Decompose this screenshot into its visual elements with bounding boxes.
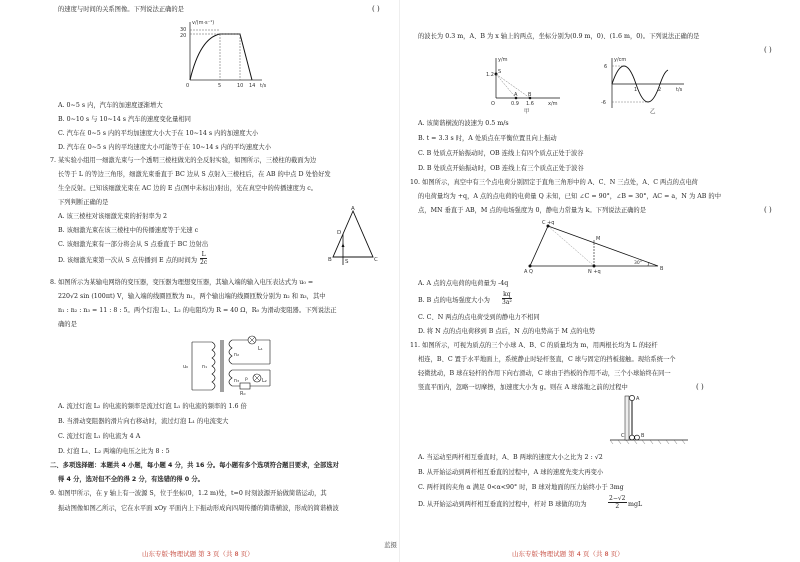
q10-frac-num: kq <box>503 291 511 298</box>
q10-label-angle: 30° <box>634 261 642 266</box>
q9-f2-caption: 乙 <box>650 109 656 115</box>
q9-option-d: D. B 处质点开始振动时，OB 连线上有三个质点正处于波谷 <box>418 165 584 172</box>
q9-f2-yp: 6 <box>604 64 608 70</box>
q6-vt-curve <box>190 34 252 80</box>
section-2-heading-cont: 得 4 分，选对但不全的得 2 分，有选错的得 0 分。 <box>58 476 204 483</box>
footer-page-4: 山东专版·物理试题 第 4 页（共 8 页） <box>512 550 624 558</box>
q7-line: 下列判断正确的是 <box>58 199 109 206</box>
q11-answer-paren: ( ) <box>696 383 704 391</box>
q10-line: 10. 如图所示，真空中有三个点电荷分别固定于直角三角形中的 A、C、N 三点处，A、C 两点的点电荷 <box>410 179 698 186</box>
q6-ytick: 30 <box>180 27 187 33</box>
q10-option-b: B. B 点的电场强度大小为 <box>418 297 490 304</box>
q10-frac-den: 3a² <box>502 299 512 306</box>
q9-figure-jia <box>486 56 566 114</box>
q8-line: 确的是 <box>58 321 77 328</box>
q10-line: 点，MN 垂直于 AB，M 点的电场强度为 0，静电力常量为 k。下列说法正确的是 <box>418 207 647 214</box>
q8-transformer-circuit <box>182 334 282 396</box>
q10-option-c: C. C、N 两点的点电荷受到的静电力不相同 <box>418 314 540 321</box>
q6-xtick: 14 <box>249 83 256 89</box>
q6-xtick: 10 <box>237 83 244 89</box>
q9-f1-xa: 0.9 <box>511 101 519 107</box>
q11-line: 竖直平面内，忽略一切摩擦，加速度大小为 g。则在 A 球落地之前的过程中 <box>418 384 628 391</box>
q10-triangle-figure <box>520 218 670 274</box>
q8-primary-coil <box>212 342 215 390</box>
q9-f1-caption: 甲 <box>524 109 530 115</box>
q8-option-d: D. 灯泡 L₁、L₂ 两端的电压之比为 8 : 5 <box>58 448 170 455</box>
q6-vt-graph <box>172 18 272 88</box>
q11-label-b: B <box>641 433 645 439</box>
q7-option-b: B. 该细激光束在该三棱柱中的传播速度等于光速 c <box>58 227 199 234</box>
q7-option-d: D. 该细激光束第一次从 S 点传播到 E 点的时间为 <box>58 257 198 264</box>
q7-option-c: C. 该细激光束有一部分将会从 S 点垂直于 BC 边射出 <box>58 241 209 248</box>
q6-option-a: A. 0~5 s 内，汽车的加速度逐渐增大 <box>58 102 163 109</box>
section-2-heading: 二、多项选择题：本题共 4 小题，每小题 4 分，共 16 分。每小题有多个选项符合题目要求，全部选对 <box>50 462 339 469</box>
q8-label-l1: L₁ <box>258 346 263 352</box>
q6-xtick: 5 <box>218 83 222 89</box>
q7-label-s: S <box>345 259 349 265</box>
q10-label-m: M <box>596 236 601 242</box>
q9-f2-xlabel: t/s <box>676 87 683 93</box>
q9-option-c: C. B 处质点开始振动时，OB 连线上有四个质点正处于波谷 <box>418 150 584 157</box>
q10-label-c: C +q <box>542 220 555 226</box>
q8-label-n2: n₂ <box>234 352 240 358</box>
q7-label-b: B <box>328 257 332 263</box>
q8-rheostat <box>240 383 250 389</box>
q6-ytick: 20 <box>180 33 187 39</box>
q9-line: 振动图像如图乙所示，它在水平面 xOy 平面内上下振动形成向四周传播的简谐横波，形成的简谐横波 <box>58 505 339 512</box>
q8-label-p: P <box>245 378 248 383</box>
q10-label-a: A Q <box>524 269 533 275</box>
q9-f2-yn: -6 <box>601 100 606 106</box>
q11-option-d: D. 从开始运动到两杆相互垂直的过程中，杆对 B 球做的功为 <box>418 501 587 508</box>
q9-f1-b: B <box>528 92 532 98</box>
q9-figure-yi <box>600 56 690 114</box>
q7-frac-den: 2c <box>200 259 208 266</box>
q8-secondary-coil-1 <box>229 340 232 364</box>
q10-option-a: A. A 点的点电荷的电荷量为 -4q <box>418 280 509 287</box>
q9-tail: 的波长为 0.3 m，A、B 为 x 轴上的两点，坐标分别为(0.9 m，0)、(1.6 m，0)。下列说法正确的是 <box>418 33 700 40</box>
q8-option-a: A. 流过灯泡 L₂ 的电流的频率是流过灯泡 L₁ 的电流的频率的 1.6 倍 <box>58 403 247 410</box>
q8-line: 8. 如图所示为某输电网络的变压器，变压器为理想变压器，其输入端的输入电压表达式为 u₀ = <box>50 279 314 286</box>
q8-option-c: C. 流过灯泡 L₁ 的电流为 4 A <box>58 433 141 440</box>
q8-label-n1: n₁ <box>202 364 208 370</box>
q11-rod-figure <box>610 394 690 448</box>
footer-page-3: 山东专版·物理试题 第 3 页（共 8 页） <box>142 550 254 558</box>
q6-ylabel: v/(m·s⁻¹) <box>192 20 215 26</box>
q9-f2-xt2: 2 <box>658 87 662 93</box>
q11-label-c: C <box>621 433 625 439</box>
q9-f1-s: S <box>498 69 502 75</box>
q9-f2-ylabel: y/cm <box>614 57 627 63</box>
q8-label-u0: u₀ <box>183 364 189 370</box>
q9-line: 9. 如图甲所示，在 y 轴上有一波源 S，位于坐标(0，1.2 m)处，t=0 时刻波源开始做简谐运动，其 <box>50 490 327 497</box>
q7-arrow <box>342 243 345 247</box>
q6-tail: 的速度与时间的关系图像。下列说法正确的是 <box>58 6 184 13</box>
q11-option-c: C. 两杆间的夹角 α 满足 0<α<90° 时，B 球对地面的压力始终小于 3mg <box>418 484 624 491</box>
q11-ball-c <box>630 435 635 440</box>
q11-label-a: A <box>636 396 640 402</box>
q9-f1-ylabel: y/m <box>498 57 508 63</box>
q11-ball-a <box>629 395 634 400</box>
q9-f1-a: A <box>514 92 518 98</box>
q7-frac-num: L <box>201 251 206 258</box>
q7-label-d: D <box>337 230 342 236</box>
q6-option-b: B. 0~10 s 与 10~14 s 汽车的速度变化量相同 <box>58 116 191 123</box>
q9-f1-xb: 1.6 <box>526 101 534 107</box>
q8-label-n3: n₃ <box>234 378 240 384</box>
q10-line: 的电荷量均为 +q，A 点的点电荷的电荷量 Q 未知，已知 ∠C = 90°，∠B = 30°，AC = a，N 为 AB 的中 <box>418 193 722 200</box>
q9-f1-xlabel: x/m <box>548 101 558 107</box>
q6-option-d: D. 汽车在 0~5 s 内的平均速度大小可能等于在 10~14 s 内的平均速度大小 <box>58 144 272 151</box>
q10-option-d: D. 将 N 点的点电荷移到 B 点后，N 点的电势高于 M 点的电势 <box>418 328 596 335</box>
q7-label-c: C <box>374 257 378 263</box>
q11-option-b: B. 从开始运动到两杆相互垂直的过程中，A 球的速度先变大再变小 <box>418 469 604 476</box>
q11-ball-b <box>635 435 640 440</box>
q11-line: 相连，B、C 置于水平地面上，系统静止时轻杆竖直，C 球与固定的挡板接触。现给系统一个 <box>418 356 676 363</box>
q8-line: 220√2 sin (100πt) V，输入端的线圈匝数为 n₁，两个输出端的线圈匝数分别为 n₂ 和 n₃，其中 <box>58 293 326 300</box>
q11-frac-den: 2 <box>615 503 620 510</box>
q11-line: 11. 如图所示，可视为质点的三个小球 A、B、C 的质量均为 m，用两根长均为 L 的轻杆 <box>410 342 658 349</box>
right-page <box>400 0 800 562</box>
center-mark: 蓝摄 <box>384 541 397 549</box>
q6-answer-paren: ( ) <box>372 5 380 13</box>
q6-xtick: 0 <box>186 83 190 89</box>
q8-option-b: B. 当滑动变阻器的滑片向右移动时，流过灯泡 L₁ 的电流变大 <box>58 418 229 425</box>
q6-xlabel: t/s <box>260 83 267 89</box>
q11-option-d-tail: mgL <box>628 501 643 508</box>
q8-label-l2: L₂ <box>262 378 267 384</box>
q11-fraction <box>608 495 627 510</box>
q7-fraction <box>200 251 207 266</box>
q7-line: 生全反射。已知该细激光束在 AC 边的 E 点(图中未标出)射出，光在真空中的传播速度为 c。 <box>58 185 318 192</box>
q7-line: 7. 某实验小组用一细激光束与一个透明三棱柱做光的全反射实验，如图所示，三棱柱的截面为边 <box>50 157 317 164</box>
q11-line: 轻微扰动，B 球在轻杆的作用下向右滑动，C 球由于挡板的作用不动，三个小球始终在同一 <box>418 370 671 377</box>
q9-f1-o: O <box>491 101 495 107</box>
q7-option-a: A. 该三棱柱对该细激光束的折射率为 2 <box>58 213 168 220</box>
q8-label-r0: R₀ <box>240 391 246 397</box>
q9-f1-yval: 1.2 <box>486 72 494 78</box>
q7-prism-figure <box>328 205 378 265</box>
q11-baffle <box>625 396 629 440</box>
q8-line: n₁ : n₂ : n₃ = 11 : 8 : 5。两个灯泡 L₁、L₂ 的电阻均为 R = 40 Ω，R₀ 为滑动变阻器。下列说法正 <box>58 307 337 314</box>
q10-fraction <box>502 291 512 306</box>
q9-option-b: B. t = 3.3 s 时，A 处质点在平衡位置且向上振动 <box>418 135 557 142</box>
q7-line: 长等于 L 的等边三角形，细激光束垂直于 BC 边从 S 点射入三棱柱后，在 AB 的中点 D 处恰好发 <box>58 171 331 178</box>
q10-label-b: B <box>660 266 664 272</box>
q9-answer-paren: ( ) <box>764 46 772 54</box>
q11-option-a: A. 当运动至两杆相互垂直时，A、B 两球的速度大小之比为 2 : √2 <box>418 454 603 461</box>
q7-label-a: A <box>351 206 355 212</box>
q8-secondary-coil-2 <box>229 370 232 386</box>
q9-option-a: A. 该简谐横波的波速为 0.5 m/s <box>418 120 509 127</box>
q9-f2-xt1: 1 <box>634 87 638 93</box>
q11-frac-num: 2−√2 <box>609 495 626 502</box>
q6-option-c: C. 汽车在 0~5 s 内的平均加速度大小大于在 10~14 s 内的加速度大小 <box>58 130 259 137</box>
q10-label-n: N +q <box>588 269 601 275</box>
q10-answer-paren: ( ) <box>764 206 772 214</box>
